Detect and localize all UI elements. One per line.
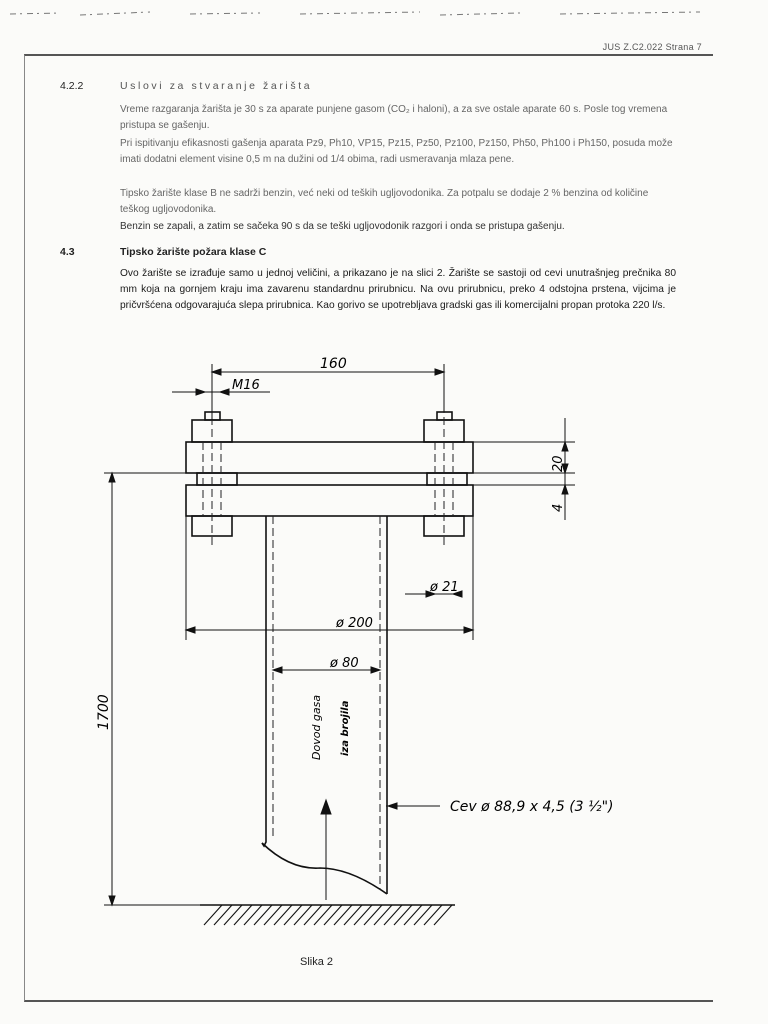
- section-number-422: 4.2.2: [60, 80, 84, 92]
- paragraph-test-extinguishers: Pri ispitivanju efikasnosti gašenja aparata Pz9, Ph10, VP15, Pz15, Pz50, Pz100, Pz150, Ph50, Ph100 i Ph150, posuda može imati dodatni element visine 0,5 m na dužini od 1/4 obima, radi usmeravanja mlaza pene.: [120, 138, 673, 165]
- label-pipe-spec: Cev ø 88,9 x 4,5 (3 ½"): [450, 799, 614, 815]
- paragraph-class-b-fuel: Tipsko žarište klase B ne sadrži benzin, već neki od teških ugljovodonika. Za potpalu se dodaje 2 % benzina od količine teškog ugljovodonika.: [120, 188, 649, 215]
- dim-gap: 4: [551, 503, 566, 512]
- dim-inner-diameter: ø 80: [330, 656, 359, 671]
- section-number-43: 4.3: [60, 246, 75, 258]
- dim-height: 1700: [96, 694, 112, 730]
- scan-noise-top: [0, 6, 768, 20]
- ground-hatching: [204, 905, 452, 925]
- section-title-422: Uslovi za stvaranje žarišta: [120, 80, 313, 92]
- document-reference: JUS Z.C2.022 Strana 7: [602, 42, 702, 52]
- dim-hole-diameter: ø 21: [430, 580, 459, 595]
- paragraph-ignition: Benzin se zapali, a zatim se sačeka 90 s da se teški ugljovodonik razgori i onda se pristupa gašenju.: [120, 221, 565, 232]
- pipe-break: [262, 843, 387, 894]
- section-title-43: Tipsko žarište požara klase C: [120, 246, 267, 258]
- blind-flange: [186, 442, 473, 473]
- label-after-meter: iza brojila: [340, 700, 351, 756]
- paragraph-class-c-description: Ovo žarište se izrađuje samo u jednoj veličini, a prikazano je na slici 2. Žarište se sastoji od cevi unutrašnjeg prečnika 80 mm koja na gornjem kraju ima zavarenu standardnu prirubnicu. Na ovu prirubnicu, preko 4 odstojna prstena, vijcima je pričvršćena odgovarajuća slepa prirubnica. Kao gorivo se upotrebljava gradski gas ili komercijalni propan protoka 220 l/s.: [120, 268, 676, 312]
- figure-class-c-burner: [0, 340, 768, 950]
- pipe-left-wall: [262, 516, 266, 846]
- paragraph-ignition-time: Vreme razgaranja žarišta je 30 s za aparate punjene gasom (CO₂ i haloni), a za sve ostale aparate 60 s. Posle tog vremena pristupa se gašenju.: [120, 104, 668, 131]
- welded-flange: [186, 485, 473, 516]
- dim-flange-thickness: 20: [551, 455, 566, 472]
- label-gas-supply: Dovod gasa: [310, 694, 323, 760]
- dim-bolt-spacing: 160: [320, 356, 347, 372]
- dim-bolt-size: M16: [232, 378, 260, 393]
- figure-caption: Slika 2: [300, 956, 334, 968]
- dim-flange-diameter: ø 200: [336, 616, 373, 631]
- spacer-right: [427, 473, 467, 485]
